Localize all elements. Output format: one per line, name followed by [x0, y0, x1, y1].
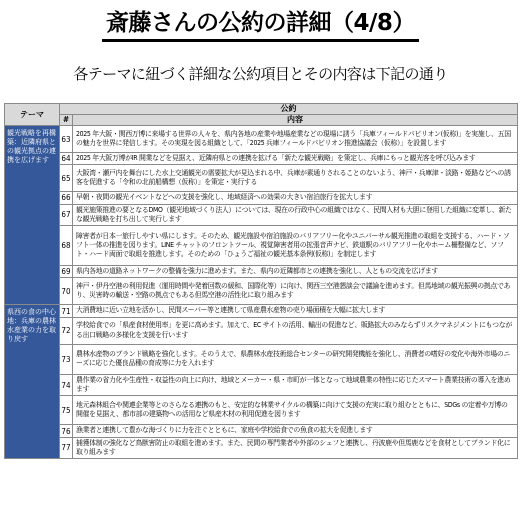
table-row — [5, 396, 518, 425]
row-number: 64 — [61, 154, 71, 164]
row-text: 農作業の省力化や生産性・収益性の向上に向け、地域とメーカー・県・市町が一体となって地域農業の特性に応じたスマート農業技術の導入を進めます — [73, 374, 518, 396]
table-row — [5, 153, 518, 165]
row-text: 大消費地に近い立地を活かし、民間スーパー等と連携して県産農水産物の売り場面積を大幅に拡大します — [73, 305, 518, 317]
row-number: 76 — [61, 426, 71, 436]
table-row — [5, 317, 518, 344]
table-row — [5, 374, 518, 396]
page-title: 斎藤さんの公約の詳細（4/8） — [102, 8, 419, 42]
row-text: 障害者が日本一旅行しやすい県にします。そのため、観光施設や宿泊施設のバリアフリー化やユニバーサル観光推進の取組を支援する、ハード・ソフト一体の推進を図ります。LINE チャットのフロントツール、視覚障害者用の拡張音声ナビ、鉄道駅のバリアフリー化やホーム柵整備など、ソフト・ハード両面で取組を推進します。そのための「ひょうご福祉の観光基本条例(仮称)」を制定します — [73, 226, 518, 266]
table-row — [5, 126, 518, 153]
row-number: 67 — [60, 204, 73, 226]
row-number: 71 — [61, 306, 71, 316]
num-header: # — [60, 115, 73, 126]
row-number: 73 — [60, 344, 73, 374]
content-header: 内容 — [73, 115, 518, 126]
row-text: 地元森林組合や関連企業等とのさらなる連携のもと、安定的な林業サイクルの構築に向けて支援の充実に取り組むとともに、SDGs の定着や万博の開催を見据え、都市部の建築物への活用など県産木材の利用促進を図ります — [73, 396, 518, 425]
row-number: 70 — [60, 278, 73, 305]
row-text: 神戸・伊丹空港の利用促進（運用時間や発着回数の緩和、国際化等）に向け、関西三空港懇談会で議論を進めます。但馬地域の観光振興の拠点であり、災害時の輸送・空路の拠点でもある但馬空港の活性化に取り組みます — [73, 278, 518, 305]
theme-cell: 観光戦略を再構築：近隣府県との観光拠点の連携を広げます — [5, 126, 60, 305]
row-text: 観光施策推進の要となるDMO（観光地域づくり法人）については、現在の行政中心の組織ではなく、民間人材も大胆に登用した組織に変革し、新たな観光戦略を打ち出して実行します — [73, 204, 518, 226]
row-text: 2025 年大阪万博がIR 開業などを見据え、近隣府県との連携を拡げる「新たな観光戦略」を策定し、兵庫にもっと観光客を呼び込みます — [73, 153, 518, 165]
row-text: 早朝・夜間の観光イベントなどへの支援を強化し、地域経済への効果の大きい宿泊旅行を拡大します — [73, 192, 518, 204]
row-number: 65 — [60, 165, 73, 192]
table-row — [5, 425, 518, 437]
row-number: 77 — [60, 437, 73, 459]
title-wrap — [0, 8, 521, 42]
row-text: 2025 年大阪・関西万博に来場する世界の人々を、県内各地の産業や地場産業などの現場に誘う「兵庫フィールドパビリオン(仮称)」を実施し、五国の魅力を世界に発信します。その実現を図る組織として、「2025 兵庫フィールドパビリオン推進協議会（仮称）」を設置します — [73, 126, 518, 153]
row-number: 72 — [60, 317, 73, 344]
table-row — [5, 305, 518, 317]
table-row — [5, 278, 518, 305]
row-text: 大阪湾・瀬戸内を舞台にした水上交通観光の需要拡大が見込まれる中、兵庫が素通りされることのないよう、神戸・兵庫津・淡路・姫路などへの誘客を促進する「令和の北前船構想（仮称）」を策定・実行する — [73, 165, 518, 192]
row-number: 63 — [60, 126, 73, 153]
theme-cell: 県西の食の中心地：兵庫の農林水産業の力を取り戻す — [5, 305, 60, 459]
table-row — [5, 204, 518, 226]
row-text: 農林水産物のブランド戦略を強化します。そのうえで、県農林水産技術総合センターの研究開発機能を強化し、消費者の嗜好の変化や海外市場のニーズに応じた優良品種の育成等に力を入れます — [73, 344, 518, 374]
table-row — [5, 165, 518, 192]
row-text: 学校給食での「県産食材使用率」を更に高めます。加えて、EC サイトの活用、輸出の促進など、販路拡大のみならずリスクマネジメントにもつながる出口戦略の多様化を支援を行います — [73, 317, 518, 344]
row-text: 捕獲体制の強化など鳥獣害防止の取組を進めます。また、民間の専門業者や外部のシェフと連携し、丹波鹿や但馬鹿などを食材としてブランド化に取り組みます — [73, 437, 518, 459]
row-text: 県内各地の道路ネットワークの整備を強力に進めます。また、県内の近隣都市との連携を強化し、人ともの交流を広げます — [73, 266, 518, 278]
row-number: 75 — [60, 396, 73, 425]
row-number: 69 — [61, 267, 71, 277]
row-number: 74 — [60, 374, 73, 396]
table-row — [5, 226, 518, 266]
table-row — [5, 344, 518, 374]
theme-header: テーマ — [5, 104, 60, 126]
row-number: 68 — [60, 226, 73, 266]
row-text: 漁業者と連携して豊かな海づくりに力を注ぐとともに、家庭や学校給食での魚食の拡大を促進します — [73, 425, 518, 437]
table-row — [5, 192, 518, 204]
pledge-header: 公約 — [60, 104, 518, 115]
table-row — [5, 437, 518, 459]
row-number: 66 — [61, 193, 71, 203]
table-row — [5, 266, 518, 278]
pledge-table — [4, 103, 518, 459]
page-subtitle: 各テーマに紐づく詳細な公約項目とその内容は下記の通り — [73, 65, 448, 83]
